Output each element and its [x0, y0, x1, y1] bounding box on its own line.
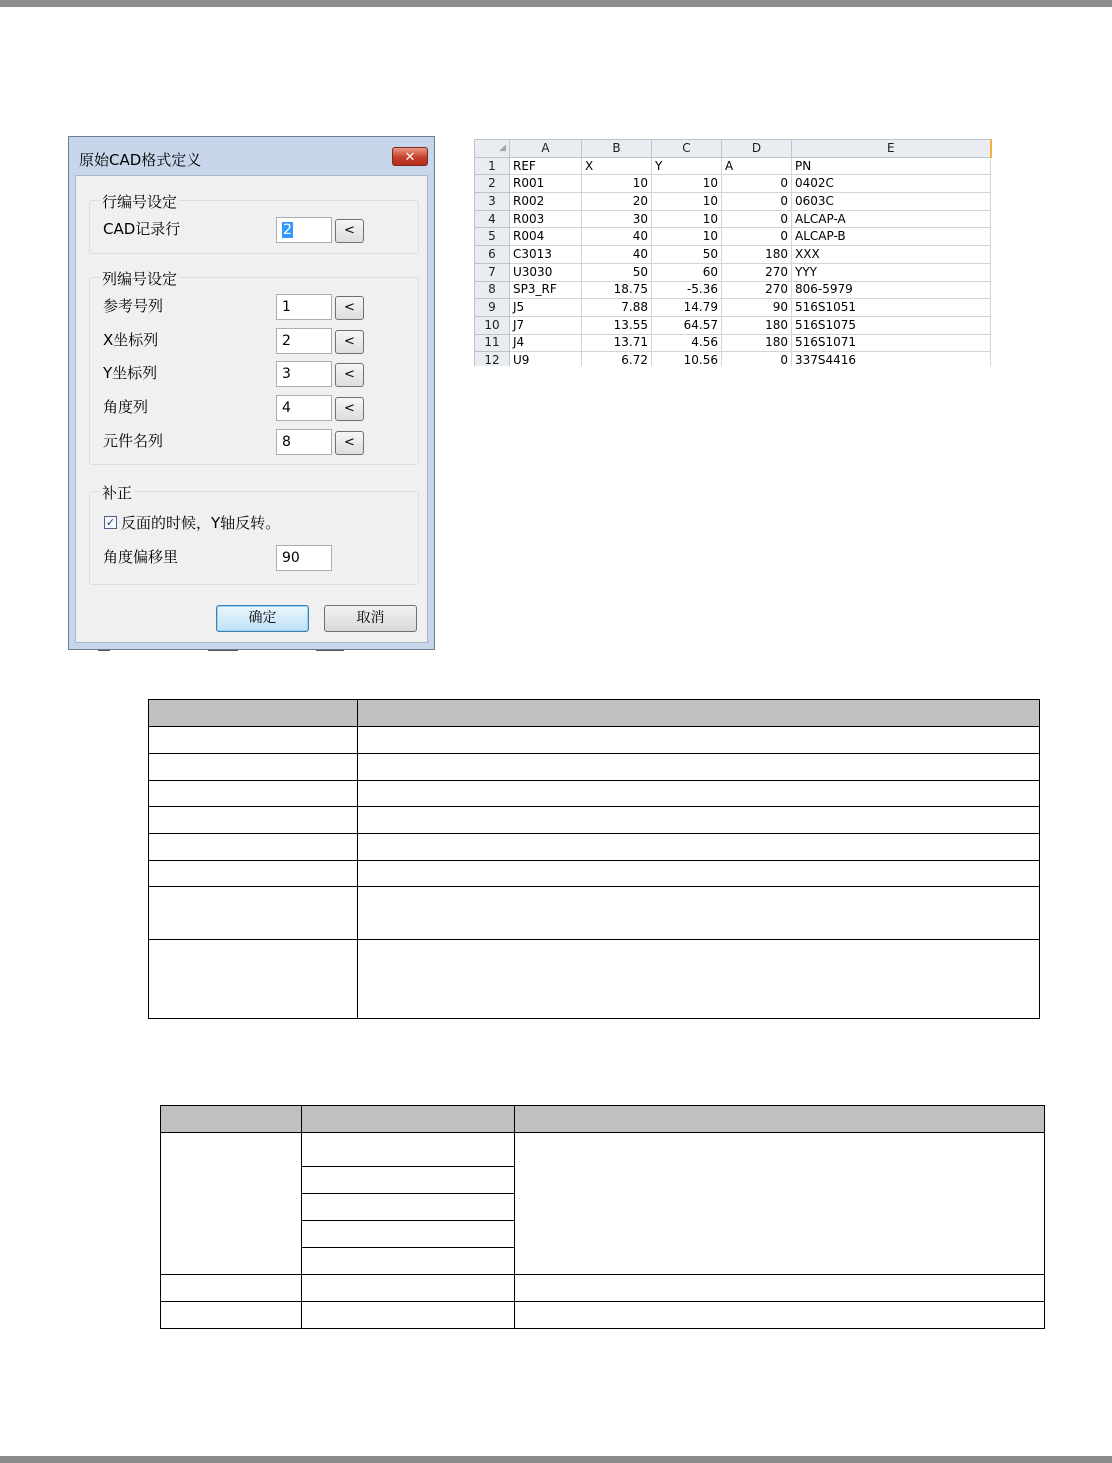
table-cell — [358, 940, 1040, 1019]
sheet-cell[interactable]: X — [582, 157, 652, 175]
sheet-cell[interactable]: 14.79 — [652, 299, 722, 317]
sheet-cell[interactable]: 337S4416 — [792, 352, 991, 366]
row-header[interactable]: 9 — [475, 299, 510, 317]
column-group-label: 列编号设定 — [102, 270, 178, 288]
angle-offset-label: 角度偏移里 — [103, 548, 179, 566]
sheet-cell[interactable]: U3030 — [510, 263, 582, 281]
ref-column-label: 参考号列 — [103, 297, 164, 315]
column-number-group — [89, 270, 419, 465]
ref-column-pick-button[interactable] — [335, 296, 364, 320]
part-name-column-label: 元件名列 — [103, 432, 164, 450]
sheet-cell[interactable]: 6.72 — [582, 352, 652, 366]
check-icon: ✓ — [105, 516, 116, 529]
row-header[interactable]: 8 — [475, 281, 510, 299]
table-row — [149, 940, 1040, 1019]
sheet-cell[interactable]: 90 — [722, 299, 792, 317]
table-cell — [302, 1167, 515, 1194]
sheet-cell[interactable]: C3013 — [510, 246, 582, 264]
close-icon: ✕ — [404, 150, 416, 165]
spreadsheet-preview — [474, 139, 992, 366]
table-row — [149, 754, 1040, 781]
sheet-cell[interactable]: R003 — [510, 210, 582, 228]
chevron-left-icon: < — [344, 334, 355, 349]
y-column-label: Y坐标列 — [103, 364, 158, 382]
chevron-left-icon: < — [344, 435, 355, 450]
table-cell — [149, 887, 358, 940]
table-cell — [358, 887, 1040, 940]
table-header-cell — [515, 1106, 1045, 1133]
sheet-cell[interactable]: 806-5979 — [792, 281, 991, 299]
y-column-pick-button[interactable] — [335, 363, 364, 387]
chevron-left-icon: < — [344, 223, 355, 238]
sheet-cell[interactable]: 7.88 — [582, 299, 652, 317]
sheet-row — [475, 299, 991, 317]
column-header-c[interactable]: C — [652, 140, 722, 158]
sheet-cell[interactable]: 180 — [722, 246, 792, 264]
y-column-input[interactable]: 3 — [276, 361, 332, 387]
sheet-cell[interactable]: 0 — [722, 193, 792, 211]
sheet-cell[interactable]: 10 — [652, 228, 722, 246]
flip-y-checkbox[interactable] — [104, 516, 117, 529]
row-number-group — [89, 193, 419, 254]
sheet-cell[interactable]: 0 — [722, 210, 792, 228]
cad-record-row-label: CAD记录行 — [103, 220, 181, 238]
angle-offset-input[interactable]: 90 — [276, 545, 332, 571]
table-cell — [302, 1275, 515, 1302]
table-cell — [515, 1302, 1045, 1329]
sheet-cell[interactable]: 180 — [722, 316, 792, 334]
table-cell — [149, 781, 358, 807]
table-header-row — [161, 1106, 1045, 1133]
row-header[interactable]: 11 — [475, 334, 510, 352]
sheet-cell[interactable]: 10.56 — [652, 352, 722, 366]
table-cell — [302, 1133, 515, 1167]
sheet-cell[interactable]: 516S1075 — [792, 316, 991, 334]
row-group-label: 行编号设定 — [102, 193, 178, 211]
correction-group — [89, 484, 419, 585]
cad-record-row-pick-button[interactable] — [335, 219, 364, 243]
page-top-bar — [0, 0, 1112, 7]
sheet-row — [475, 228, 991, 246]
table-cell — [149, 940, 358, 1019]
sheet-cell[interactable]: PN — [792, 157, 991, 175]
table-header-cell — [358, 700, 1040, 727]
x-column-input[interactable]: 2 — [276, 328, 332, 354]
x-column-pick-button[interactable] — [335, 330, 364, 354]
table-cell — [515, 1133, 1045, 1275]
table-cell — [149, 834, 358, 861]
sheet-cell[interactable]: 270 — [722, 263, 792, 281]
sheet-cell[interactable]: 0 — [722, 352, 792, 366]
sheet-row — [475, 263, 991, 281]
sheet-cell[interactable]: 10 — [582, 175, 652, 193]
sheet-row — [475, 352, 991, 366]
angle-column-input[interactable]: 4 — [276, 395, 332, 421]
sheet-row — [475, 175, 991, 193]
sheet-cell[interactable]: U9 — [510, 352, 582, 366]
table-row — [161, 1133, 1045, 1167]
sheet-cell[interactable]: 40 — [582, 228, 652, 246]
sheet-row — [475, 334, 991, 352]
sheet-cell[interactable]: -5.36 — [652, 281, 722, 299]
sheet-row — [475, 281, 991, 299]
row-header[interactable]: 4 — [475, 210, 510, 228]
spreadsheet-grid — [474, 139, 992, 366]
part-name-column-input[interactable]: 8 — [276, 429, 332, 455]
sheet-cell[interactable]: 13.71 — [582, 334, 652, 352]
row-header[interactable]: 6 — [475, 246, 510, 264]
table-cell — [302, 1221, 515, 1248]
sheet-cell[interactable]: 20 — [582, 193, 652, 211]
angle-column-label: 角度列 — [103, 398, 149, 416]
page-bottom-bar — [0, 1456, 1112, 1463]
table-cell — [161, 1133, 302, 1275]
cancel-button[interactable]: 取消 — [324, 605, 417, 632]
table-cell — [358, 781, 1040, 807]
sheet-cell[interactable]: R004 — [510, 228, 582, 246]
sheet-cell[interactable]: 516S1071 — [792, 334, 991, 352]
column-header-b[interactable]: B — [582, 140, 652, 158]
cad-format-dialog — [68, 136, 435, 650]
settings-table — [148, 699, 1040, 1019]
row-header[interactable]: 1 — [475, 157, 510, 175]
table-cell — [515, 1275, 1045, 1302]
sheet-cell[interactable]: 10 — [652, 175, 722, 193]
select-all-corner[interactable]: ◢ — [475, 140, 510, 158]
sheet-cell[interactable]: 64.57 — [652, 316, 722, 334]
table-cell — [149, 727, 358, 754]
sheet-cell[interactable]: J4 — [510, 334, 582, 352]
sheet-cell[interactable]: ALCAP-B — [792, 228, 991, 246]
table-cell — [149, 861, 358, 887]
ref-column-input[interactable]: 1 — [276, 294, 332, 320]
sheet-cell[interactable]: 13.55 — [582, 316, 652, 334]
column-header-e[interactable]: E — [792, 140, 991, 158]
dialog-underlay-marks — [68, 650, 435, 656]
column-header-a[interactable]: A — [510, 140, 582, 158]
sheet-cell[interactable]: 270 — [722, 281, 792, 299]
dialog-title: 原始CAD格式定义 — [79, 151, 202, 169]
table-row — [161, 1302, 1045, 1329]
sheet-row — [475, 193, 991, 211]
table-cell — [161, 1302, 302, 1329]
sheet-cell[interactable]: 18.75 — [582, 281, 652, 299]
sheet-row — [475, 157, 991, 175]
sheet-cell[interactable]: 0 — [722, 228, 792, 246]
sheet-cell[interactable]: R002 — [510, 193, 582, 211]
sheet-row — [475, 316, 991, 334]
table-cell — [302, 1302, 515, 1329]
sheet-cell[interactable]: XXX — [792, 246, 991, 264]
table-row — [149, 834, 1040, 861]
sheet-cell[interactable]: 30 — [582, 210, 652, 228]
table-cell — [302, 1194, 515, 1221]
correction-group-label: 补正 — [102, 484, 133, 502]
sheet-cell[interactable]: 180 — [722, 334, 792, 352]
row-header[interactable]: 2 — [475, 175, 510, 193]
table-header-row — [149, 700, 1040, 727]
sheet-cell[interactable]: 0603C — [792, 193, 991, 211]
ok-button[interactable]: 确定 — [216, 605, 309, 632]
sheet-cell[interactable]: 40 — [582, 246, 652, 264]
table-header-cell — [149, 700, 358, 727]
row-header[interactable]: 3 — [475, 193, 510, 211]
row-header[interactable]: 10 — [475, 316, 510, 334]
sheet-cell[interactable]: A — [722, 157, 792, 175]
table-row — [149, 807, 1040, 834]
sheet-cell[interactable]: 0402C — [792, 175, 991, 193]
chevron-left-icon: < — [344, 367, 355, 382]
table-cell — [358, 754, 1040, 781]
sheet-cell[interactable]: 10 — [652, 210, 722, 228]
table-header-cell — [302, 1106, 515, 1133]
sheet-cell[interactable]: 50 — [582, 263, 652, 281]
table-row — [149, 861, 1040, 887]
table-cell — [358, 727, 1040, 754]
cad-record-row-input[interactable]: 2 — [276, 217, 332, 243]
sheet-row — [475, 246, 991, 264]
table-cell — [358, 861, 1040, 887]
row-header[interactable]: 5 — [475, 228, 510, 246]
chevron-left-icon: < — [344, 300, 355, 315]
table-header-cell — [161, 1106, 302, 1133]
table-row — [161, 1275, 1045, 1302]
table-cell — [161, 1275, 302, 1302]
table-cell — [358, 807, 1040, 834]
table-cell — [358, 834, 1040, 861]
angle-column-pick-button[interactable] — [335, 397, 364, 421]
options-table — [160, 1105, 1045, 1329]
sheet-cell[interactable]: YYY — [792, 263, 991, 281]
flip-y-checkbox-label[interactable]: 反面的时候，Y轴反转。 — [121, 514, 281, 532]
sheet-cell[interactable]: 4.56 — [652, 334, 722, 352]
sheet-cell[interactable]: Y — [652, 157, 722, 175]
dialog-body — [75, 175, 428, 643]
sheet-cell[interactable]: 0 — [722, 175, 792, 193]
sheet-cell[interactable]: J5 — [510, 299, 582, 317]
sheet-cell[interactable]: J7 — [510, 316, 582, 334]
table-cell — [149, 807, 358, 834]
row-header[interactable]: 7 — [475, 263, 510, 281]
part-name-column-pick-button[interactable] — [335, 431, 364, 455]
sheet-row — [475, 210, 991, 228]
column-header-row — [475, 140, 991, 158]
sheet-cell[interactable]: 516S1051 — [792, 299, 991, 317]
sheet-cell[interactable]: ALCAP-A — [792, 210, 991, 228]
sheet-cell[interactable]: 10 — [652, 193, 722, 211]
dialog-titlebar[interactable] — [69, 137, 434, 175]
table-row — [149, 887, 1040, 940]
sheet-cell[interactable]: R001 — [510, 175, 582, 193]
x-column-label: X坐标列 — [103, 331, 159, 349]
sheet-cell[interactable]: 50 — [652, 246, 722, 264]
close-button[interactable] — [392, 147, 428, 166]
table-row — [149, 727, 1040, 754]
row-header[interactable]: 12 — [475, 352, 510, 366]
sheet-cell[interactable]: 60 — [652, 263, 722, 281]
table-cell — [149, 754, 358, 781]
sheet-cell[interactable]: REF — [510, 157, 582, 175]
table-cell — [302, 1248, 515, 1275]
column-header-d[interactable]: D — [722, 140, 792, 158]
chevron-left-icon: < — [344, 401, 355, 416]
sheet-cell[interactable]: SP3_RF — [510, 281, 582, 299]
table-row — [149, 781, 1040, 807]
